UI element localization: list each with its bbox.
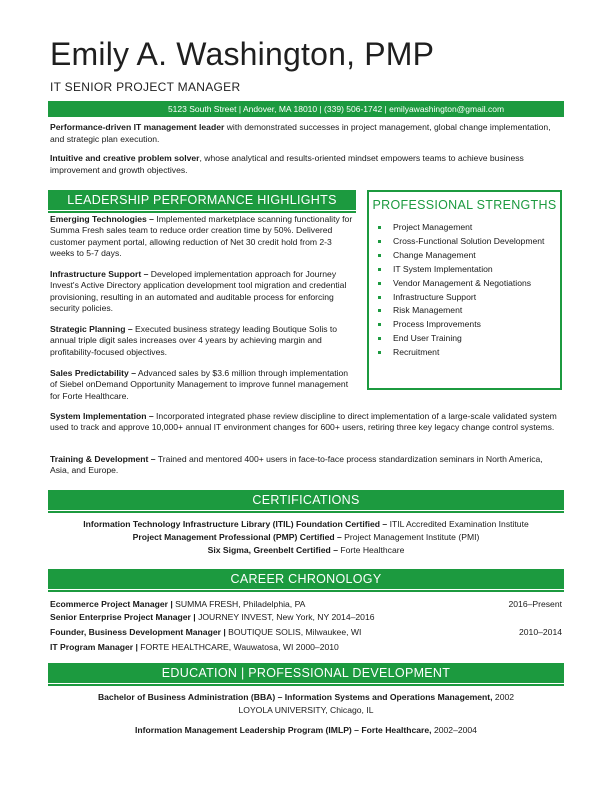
strengths-heading: PROFESSIONAL STRENGTHS [372, 198, 557, 212]
bullet-icon [378, 226, 381, 229]
highlight-lead: Infrastructure Support – [50, 269, 149, 279]
highlight-text: Incorporated integrated phase review discipline to direct implementation of a large-scale validated system used to track and approve 10,000+ annual IT environment changes for 600+ users, retiring three key legacy change control systems. [50, 411, 557, 433]
highlight-text: Developed implementation approach for Journey Invest's Active Directory application development tool migration and credential provisioning, resulting in an automated and auditable process for enforcing security policies. [50, 269, 347, 314]
bullet-icon [378, 337, 381, 340]
highlight-text: Executed business strategy leading Boutique Solis to annual triple digit sales increases over 4 years by achieving margin and profitability-focused objectives. [50, 324, 338, 357]
certification-issuer: Forte Healthcare [337, 545, 405, 555]
highlights-rule [48, 211, 356, 213]
job-dates: 2010–2014 [518, 627, 562, 637]
job-title-text: Ecommerce Project Manager | [50, 599, 173, 609]
certification-line [48, 544, 564, 556]
list-item [393, 318, 554, 332]
list-item [393, 277, 554, 291]
highlight-text: Trained and mentored 400+ users in face-to-face process standardization seminars in North America, Asia, and Europe. [50, 454, 543, 476]
job-employer: JOURNEY INVEST, New York, NY 2014–2016 [195, 612, 375, 622]
bullet-icon [378, 240, 381, 243]
certification-line [48, 531, 564, 543]
certification-issuer: Project Management Institute (PMI) [341, 532, 480, 542]
bullet-icon [378, 351, 381, 354]
highlight-item [50, 269, 356, 315]
list-item [393, 263, 554, 277]
summary-lead: Intuitive and creative problem solver [50, 153, 200, 163]
list-item [393, 304, 554, 318]
career-rule [48, 590, 564, 592]
job-row [50, 641, 562, 653]
certifications-rule [48, 511, 564, 513]
job-title-text: IT Program Manager | [50, 642, 138, 652]
highlight-item [50, 324, 356, 358]
strength-label: Cross-Functional Solution Development [393, 235, 545, 246]
highlight-item [50, 368, 356, 402]
job-title: IT SENIOR PROJECT MANAGER [50, 80, 241, 94]
education-rule [48, 684, 564, 686]
list-item [393, 291, 554, 305]
degree-name: Bachelor of Business Administration (BBA) – Information Systems and Operations Management, [97, 692, 493, 702]
highlight-lead: Strategic Planning – [50, 324, 133, 334]
job-employer: SUMMA FRESH, Philadelphia, PA [172, 599, 306, 609]
certification-line [48, 518, 564, 530]
summary-paragraph [50, 122, 562, 145]
program-name: Information Management Leadership Program (IMLP) – Forte Healthcare, [135, 725, 432, 735]
certification-name: Information Technology Infrastructure Library (ITIL) Foundation Certified – [83, 519, 388, 529]
strength-label: IT System Implementation [393, 263, 493, 274]
highlight-lead: Emerging Technologies – [50, 214, 154, 224]
bullet-icon [378, 296, 381, 299]
list-item [393, 346, 554, 360]
certification-name: Six Sigma, Greenbelt Certified – [207, 545, 338, 555]
strength-label: End User Training [393, 333, 462, 344]
list-item [393, 235, 554, 249]
highlight-item [50, 454, 562, 477]
job-dates: 2016–Present [508, 599, 562, 609]
summary-paragraph [50, 153, 562, 176]
career-heading: CAREER CHRONOLOGY [48, 569, 564, 589]
contact-bar: 5123 South Street | Andover, MA 18010 | (339) 506-1742 | emilyawashington@gmail.com [48, 101, 564, 117]
job-row [50, 598, 562, 610]
job-employer: FORTE HEALTHCARE, Wauwatosa, WI 2000–2010 [137, 642, 339, 652]
summary-text: with demonstrated successes in project management, global change implementation, and strategic plan execution. [50, 122, 551, 144]
school-line: LOYOLA UNIVERSITY, Chicago, IL [238, 705, 374, 715]
strength-label: Project Management [393, 222, 473, 232]
candidate-name: Emily A. Washington, PMP [50, 36, 435, 72]
program-line [48, 724, 564, 736]
bullet-icon [378, 282, 381, 285]
highlight-lead: System Implementation – [50, 411, 154, 421]
strength-label: Infrastructure Support [393, 291, 477, 302]
certification-name: Project Management Professional (PMP) Certified – [132, 532, 342, 542]
bullet-icon [378, 309, 381, 312]
highlight-item [50, 214, 356, 260]
summary-text: , whose analytical and results-oriented mindset empowers teams to achieve business improvement and growth objectives. [50, 153, 524, 175]
list-item [393, 249, 554, 263]
list-item [393, 221, 554, 235]
strength-label: Change Management [393, 249, 476, 260]
highlight-item [50, 411, 562, 434]
degree-line [48, 691, 564, 703]
education-heading: EDUCATION | PROFESSIONAL DEVELOPMENT [48, 663, 564, 683]
highlight-text: Advanced sales by $3.6 million through implementation of Siebel onDemand Opportunity Management to improve funnel management for Forte Healthcare. [50, 368, 349, 401]
strengths-box [367, 190, 562, 390]
bullet-icon [378, 254, 381, 257]
highlight-lead: Training & Development – [50, 454, 156, 464]
highlights-heading: LEADERSHIP PERFORMANCE HIGHLIGHTS [48, 190, 356, 210]
degree-year: 2002 [492, 692, 515, 702]
job-title-text: Founder, Business Development Manager | [50, 627, 226, 637]
list-item [393, 332, 554, 346]
summary-lead: Performance-driven IT management leader [50, 122, 225, 132]
job-row [50, 611, 562, 623]
job-title-text: Senior Enterprise Project Manager | [50, 612, 196, 622]
bullet-icon [378, 323, 381, 326]
strength-label: Risk Management [393, 305, 463, 316]
program-years: 2002–2004 [431, 725, 477, 735]
strength-label: Recruitment [393, 347, 440, 358]
bullet-icon [378, 268, 381, 271]
strength-label: Process Improvements [393, 319, 481, 330]
job-row [50, 626, 562, 638]
strength-label: Vendor Management & Negotiations [393, 277, 532, 288]
strengths-list [369, 221, 560, 360]
highlight-text: Implemented marketplace scanning functionality for Summa Fresh sales team to reduce order creation time by 50%. Delivered customer payment portal, allowing reduction of Net 30 credit hold from 2-3 weeks to 5-7 days. [50, 214, 353, 259]
highlight-lead: Sales Predictability – [50, 368, 136, 378]
certifications-heading: CERTIFICATIONS [48, 490, 564, 510]
certification-issuer: ITIL Accredited Examination Institute [387, 519, 529, 529]
job-employer: BOUTIQUE SOLIS, Milwaukee, WI [225, 627, 362, 637]
